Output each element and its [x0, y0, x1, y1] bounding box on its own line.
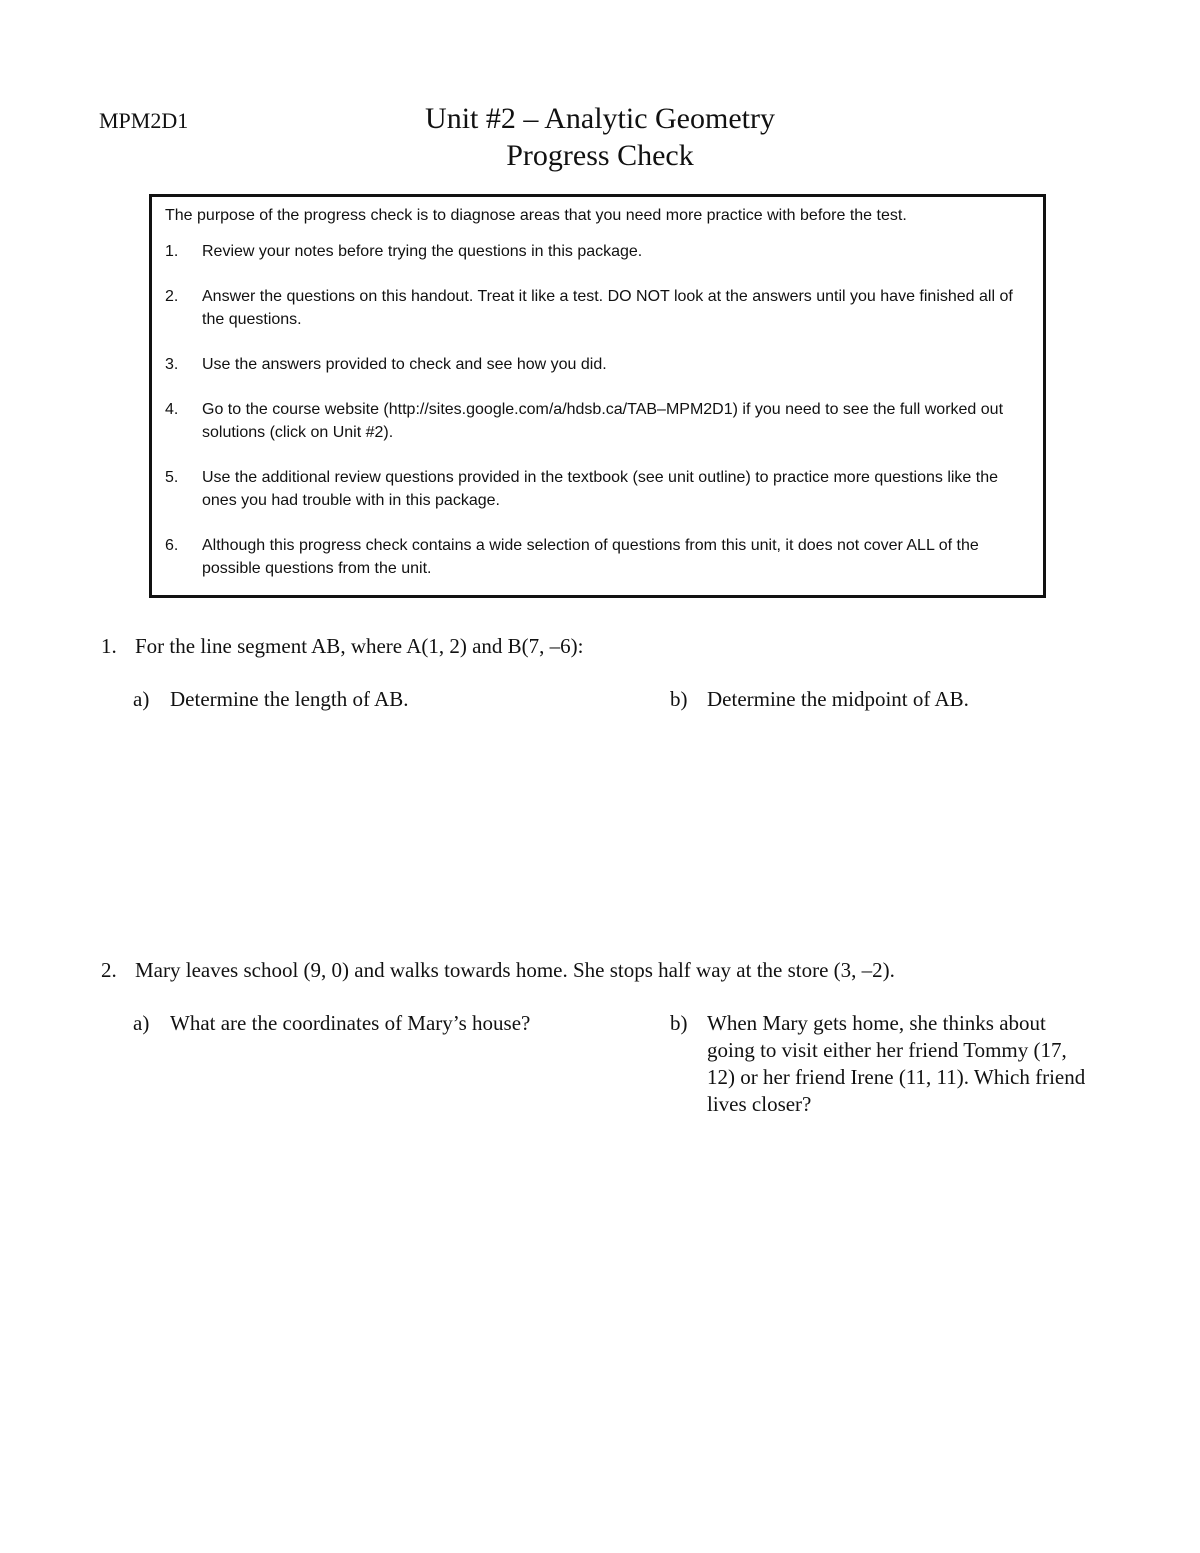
part-label: b): [670, 1011, 688, 1035]
part-text: When Mary gets home, she thinks about going to visit either her friend Tommy (17, 12) or her friend Irene (11, 11). Which friend lives closer?: [707, 1011, 1086, 1116]
instructions-intro: The purpose of the progress check is to diagnose areas that you need more practice with before the test.: [165, 207, 907, 224]
instruction-item: [165, 398, 1025, 444]
instruction-number: 6.: [165, 537, 179, 554]
part-label: a): [133, 687, 150, 711]
course-code: MPM2D1: [99, 108, 189, 133]
instruction-text: Although this progress check contains a wide selection of questions from this unit, it does not cover ALL of the possible questions from the unit.: [202, 537, 979, 577]
question-number: 1.: [101, 634, 117, 658]
instruction-item: [165, 285, 1025, 331]
part-text: Determine the midpoint of AB.: [707, 687, 969, 711]
instruction-item: [165, 466, 1025, 512]
question-2: [101, 957, 1101, 984]
part-text: What are the coordinates of Mary’s house?: [170, 1011, 531, 1035]
instruction-number: 2.: [165, 288, 179, 305]
instruction-text: Answer the questions on this handout. Treat it like a test. DO NOT look at the answers until you have finished all of the questions.: [202, 288, 1013, 328]
instruction-item: [165, 353, 1025, 376]
instructions-box: [149, 194, 1046, 598]
question-text: Mary leaves school (9, 0) and walks towards home. She stops half way at the store (3, –2).: [135, 958, 895, 982]
instruction-number: 4.: [165, 401, 179, 418]
question-2-part-a: [133, 1010, 533, 1037]
question-1-part-b: [670, 686, 1100, 713]
question-1: [101, 633, 1101, 660]
part-text: Determine the length of AB.: [170, 687, 409, 711]
instruction-text: Review your notes before trying the questions in this package.: [202, 243, 643, 260]
instruction-text: Go to the course website (http://sites.google.com/a/hdsb.ca/TAB–MPM2D1) if you need to see the full worked out solutions (click on Unit #2).: [202, 401, 1004, 441]
instruction-number: 5.: [165, 469, 179, 486]
question-number: 2.: [101, 958, 117, 982]
instruction-text: Use the additional review questions provided in the textbook (see unit outline) to practice more questions like the ones you had trouble with in this package.: [202, 469, 999, 509]
page-title: Unit #2 – Analytic Geometry: [425, 102, 775, 135]
instruction-item: [165, 240, 1025, 263]
part-label: b): [670, 687, 688, 711]
question-1-part-a: [133, 686, 613, 713]
question-text: For the line segment AB, where A(1, 2) and B(7, –6):: [135, 634, 584, 658]
page-subtitle: Progress Check: [506, 139, 694, 172]
instruction-item: [165, 534, 1025, 580]
instructions-list: [165, 240, 1025, 580]
title-block: [0, 100, 1200, 174]
instruction-number: 3.: [165, 356, 179, 373]
instruction-number: 1.: [165, 243, 179, 260]
question-2-part-b: [670, 1010, 1095, 1118]
part-label: a): [133, 1011, 150, 1035]
instruction-text: Use the answers provided to check and see how you did.: [202, 356, 607, 373]
